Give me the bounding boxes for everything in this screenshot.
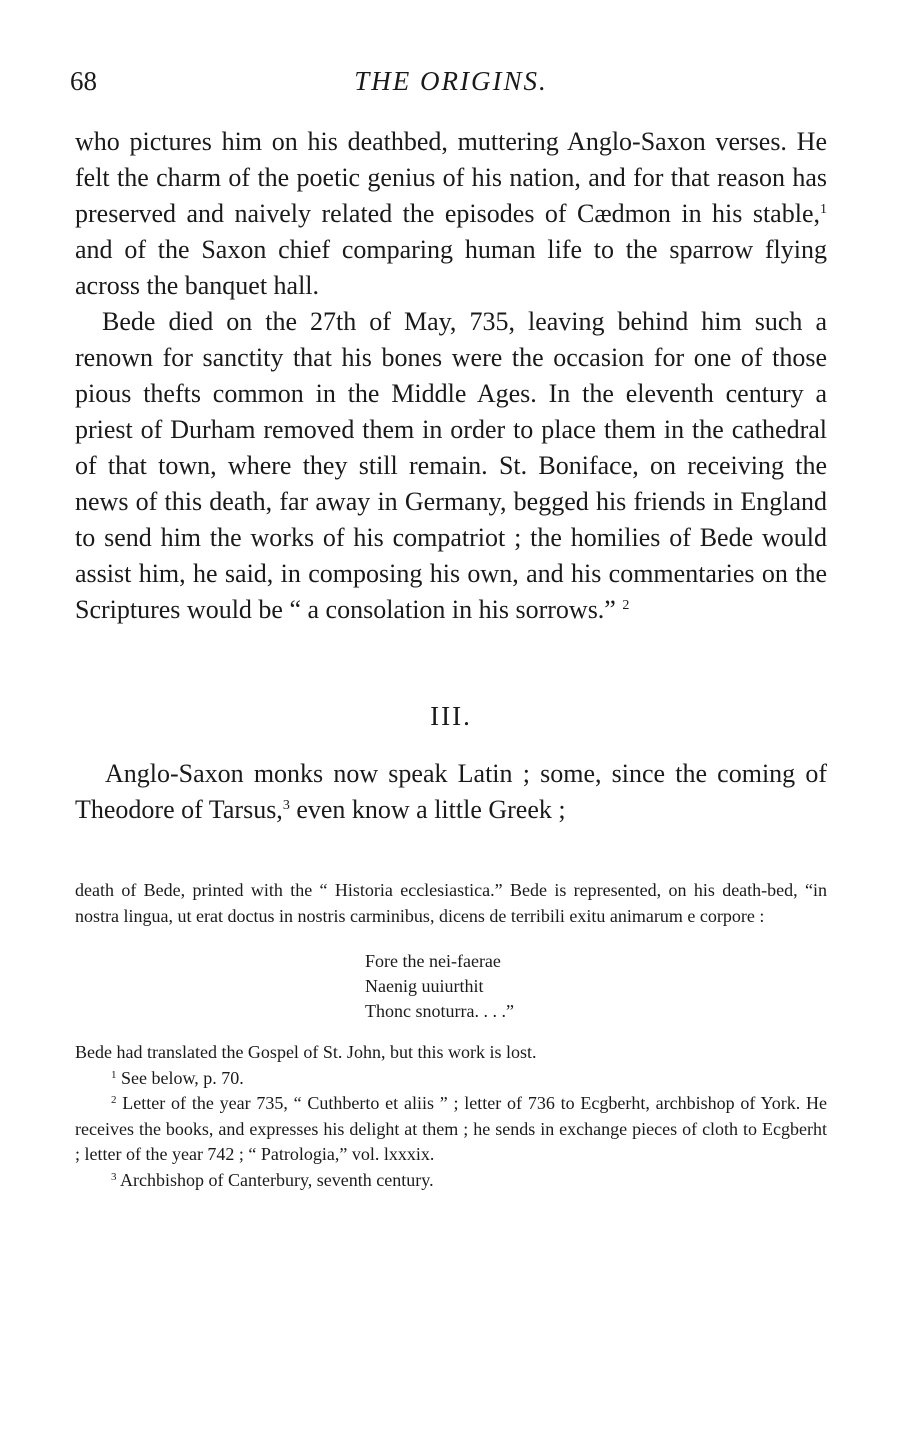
page-header bbox=[70, 60, 827, 100]
section-heading: III. bbox=[430, 701, 472, 731]
body-text bbox=[75, 124, 827, 828]
paragraph-continuation: who pictures him on his deathbed, muttering Anglo-Saxon verses. He felt the charm of the poetic genius of his nation, and for that reason has preserved and naively related the episodes of Cædmon in his stable,$^1$ and of the Saxon chief comparing human life to the sparrow flying across the banquet hall. bbox=[75, 127, 827, 300]
verse-quote bbox=[365, 949, 827, 1024]
footnote-3: $^3$ Archbishop of Canterbury, seventh century. bbox=[111, 1169, 434, 1190]
footnote-ref-2: 2 bbox=[622, 598, 630, 613]
verse-line: Naenig uuiurthit bbox=[365, 976, 484, 996]
page-number: 68 bbox=[70, 66, 97, 96]
footnote-ref-3: 3 bbox=[282, 798, 290, 813]
verse-line: Thonc snoturra. . . .” bbox=[365, 1001, 514, 1021]
footnote-ref-1: 1 bbox=[820, 202, 827, 217]
paragraph-section-three: Anglo-Saxon monks now speak Latin ; some, since the coming of Theodore of Tarsus,$^3$ even know a little Greek ; bbox=[75, 759, 827, 824]
running-head: THE ORIGINS. bbox=[354, 66, 548, 96]
footnotes bbox=[75, 878, 827, 1193]
footnote-continuation: death of Bede, printed with the “ Historia ecclesiastica.” Bede is represented, on his death-bed, “in nostra lingua, ut erat doctus in nostris carminibus, dicens de terribili exitu animarum e corpore : bbox=[75, 880, 827, 926]
footnote-1: $^1$ See below, p. 70. bbox=[111, 1067, 244, 1088]
paragraph-bede-death: Bede died on the 27th of May, 735, leaving behind him such a renown for sanctity that his bones were the occasion for one of those pious thefts common in the Middle Ages. In the eleventh century a priest of Durham removed them in order to place them in the cathedral of that town, where they still remain. St. Boniface, on receiving the news of this death, far away in Germany, begged his friends in England to send him the works of his compatriot ; the homilies of Bede would assist him, he said, in composing his own, and his commentaries on the Scriptures would be “ a consolation in his sorrows.” $^2$ bbox=[75, 307, 827, 624]
footnote-continuation-tail: Bede had translated the Gospel of St. John, but this work is lost. bbox=[75, 1042, 537, 1062]
verse-line: Fore the nei-faerae bbox=[365, 951, 501, 971]
book-page bbox=[70, 60, 827, 1193]
footnote-2: $^2$ Letter of the year 735, “ Cuthberto et aliis ” ; letter of 736 to Ecgberht, archbishop of York. He receives the books, and expresses his delight at them ; he sends in exchange pieces of cloth to Ecgberht ; letter of the year 742 ; “ Patrologia,” vol. lxxxix. bbox=[75, 1093, 827, 1164]
